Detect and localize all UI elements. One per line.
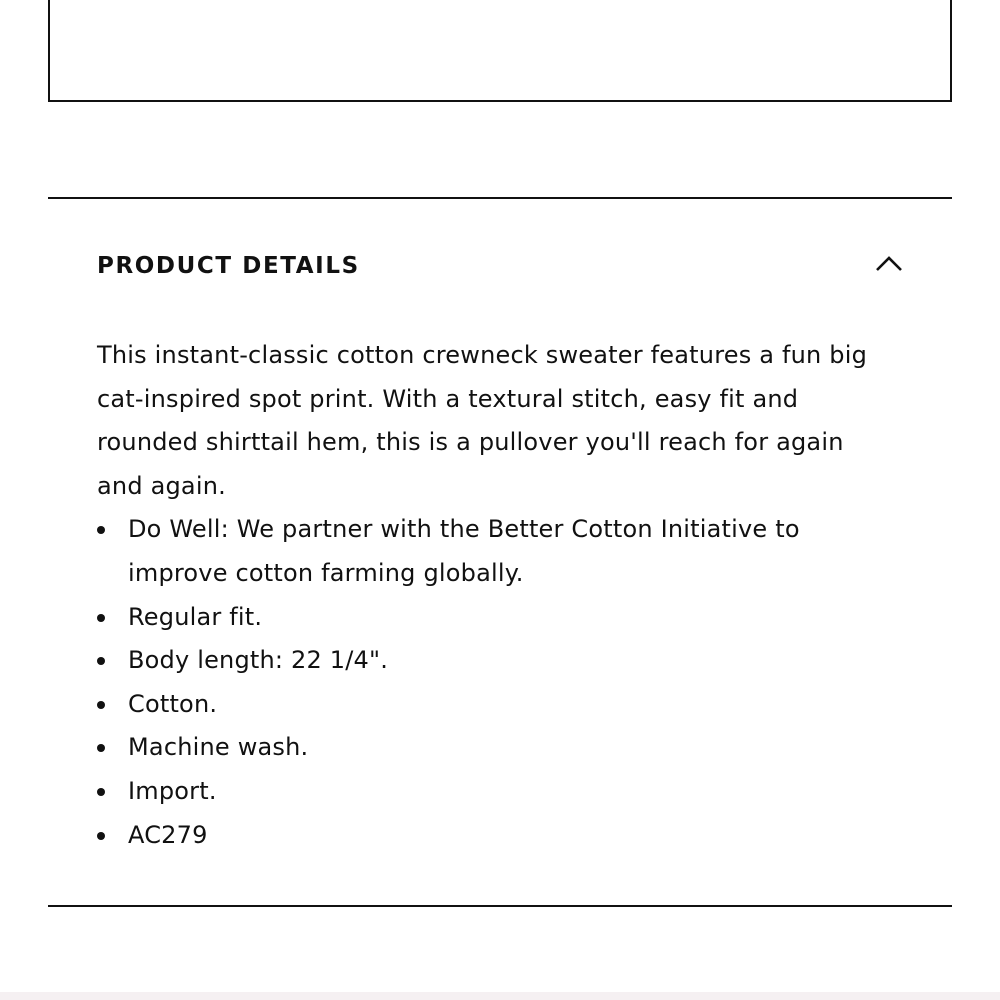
section-divider-top [48,197,952,199]
list-item [97,770,897,814]
product-details-title: PRODUCT DETAILS [97,253,360,279]
bullet-icon [97,614,105,622]
bullet-icon [97,526,105,534]
list-item [97,814,897,858]
section-divider-bottom [48,905,952,907]
product-description: This instant-classic cotton crewneck sweater features a fun big cat-inspired spot print. With a textural stitch, easy fit and rounded shirttail hem, this is a pullover you'll reach for again and again. [97,341,868,500]
list-item [97,683,897,727]
list-item-text: Machine wash. [128,733,309,762]
bullet-icon [97,701,105,709]
list-item [97,508,897,595]
list-item-text: Body length: 22 1/4". [128,646,389,675]
chevron-up-icon [875,254,903,274]
product-option-box [48,0,952,102]
list-item-text: Regular fit. [128,602,263,631]
list-item [97,639,897,683]
bullet-icon [97,657,105,665]
product-feature-list [97,508,897,857]
list-item-text: Import. [128,776,217,805]
list-item [97,726,897,770]
footer-strip [0,992,1000,1000]
product-details-content [97,334,897,857]
list-item-text: AC279 [128,820,208,849]
product-details-toggle[interactable] [97,246,907,286]
bullet-icon [97,744,105,752]
bullet-icon [97,788,105,796]
list-item-text: Cotton. [128,689,218,718]
list-item [97,596,897,640]
list-item-text: Do Well: We partner with the Better Cotton Initiative to improve cotton farming globally. [128,515,800,587]
bullet-icon [97,832,105,840]
